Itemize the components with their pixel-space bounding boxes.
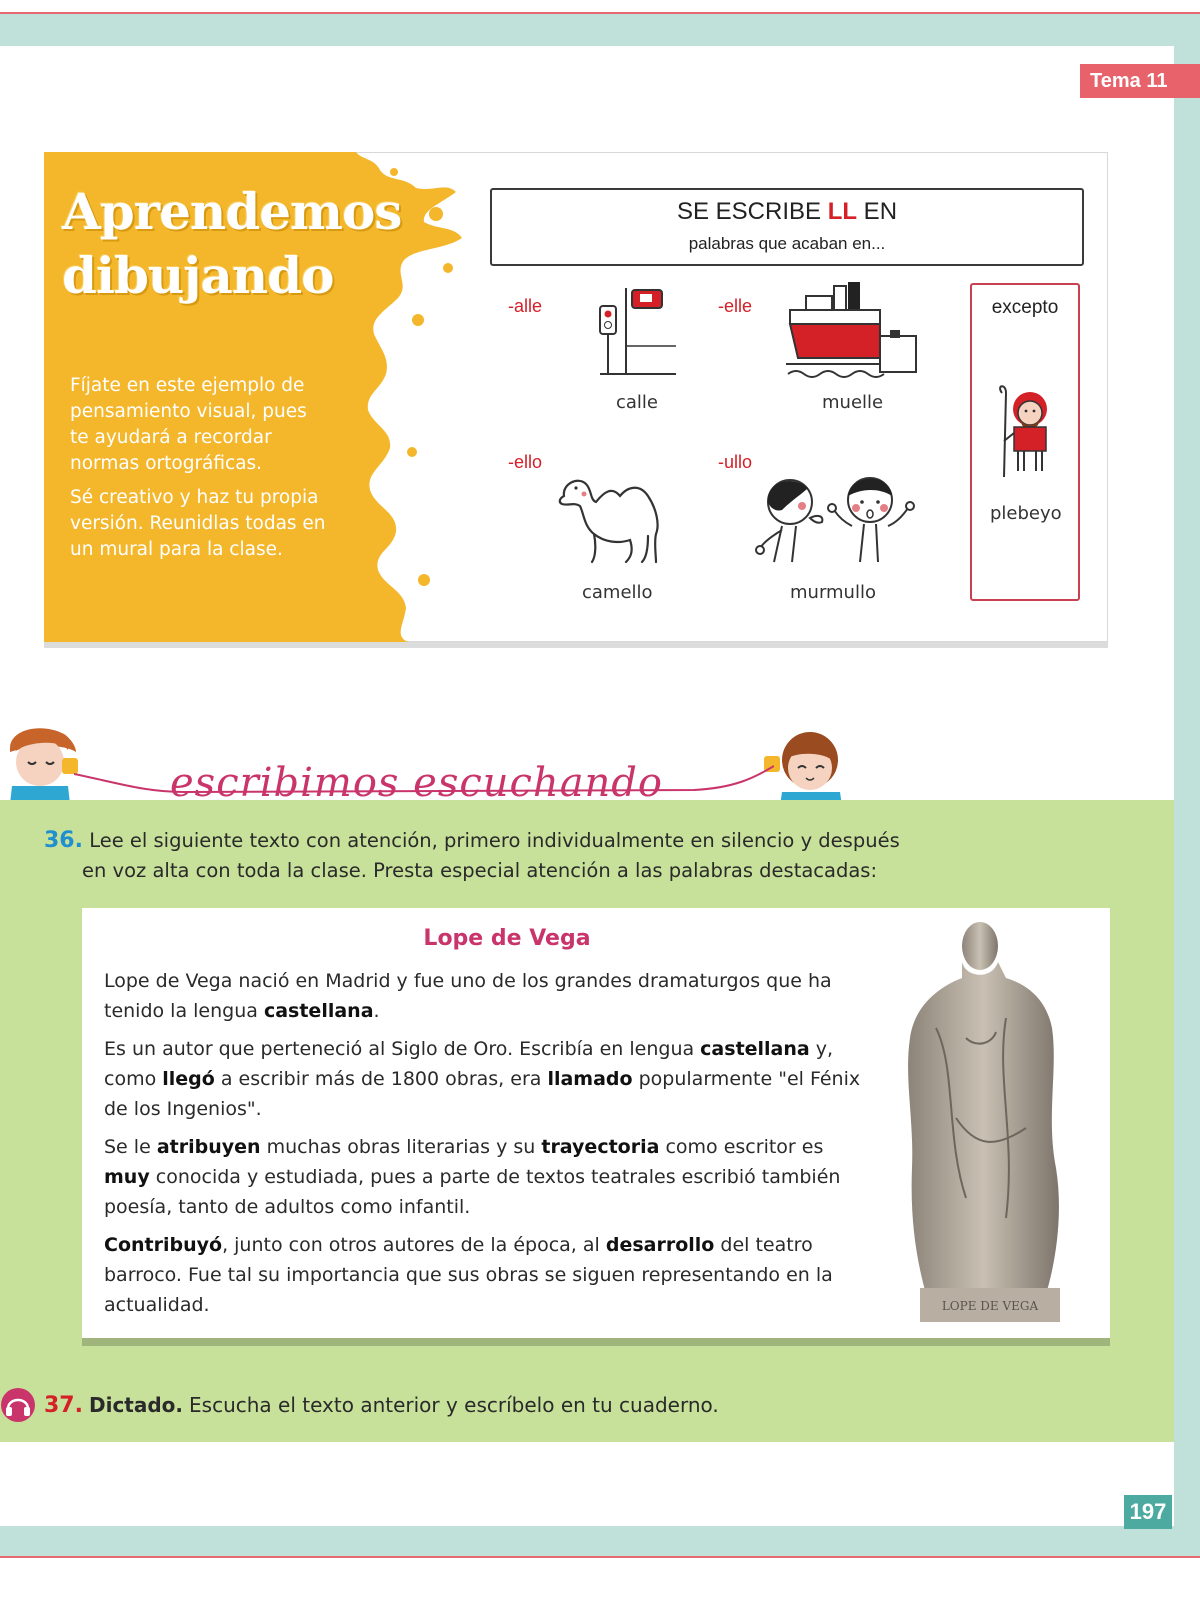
highlighted-word: desarrollo (605, 1234, 715, 1256)
question-36-line-1: Lee el siguiente texto con atención, primero individualmente en silencio y después (89, 829, 900, 852)
word-muelle: muelle (822, 392, 884, 413)
title-line-2: dibujando (62, 246, 334, 305)
bottom-band (0, 1526, 1200, 1556)
rule-heading (492, 198, 1082, 226)
girl-listening-icon (762, 728, 844, 806)
camel-icon (556, 472, 672, 572)
highlighted-word: castellana (263, 1000, 374, 1022)
rule-box (490, 188, 1084, 266)
headphones-icon[interactable] (0, 1387, 36, 1423)
tema-tab: Tema 11 (1080, 64, 1200, 98)
reading-body (104, 966, 864, 1328)
reading-paragraph-2: Es un autor que perteneció al Siglo de Oro. Escribía en lengua castellana y, como llegó a escribir más de 1800 obras, era llamado popularmente "el Fénix de los Ingenios". (104, 1038, 861, 1120)
boy-listening-icon (4, 724, 82, 804)
question-37-text: Escucha el texto anterior y escríbelo en tu cuaderno. (189, 1393, 719, 1417)
except-label: excepto (991, 297, 1059, 318)
suffix-alle: -alle (508, 296, 543, 316)
top-band (0, 14, 1200, 46)
suffix-elle: -elle (718, 296, 753, 316)
word-murmullo: murmullo (790, 582, 876, 603)
highlighted-word: castellana (700, 1038, 810, 1060)
lope-de-vega-statue-image (896, 918, 1076, 1326)
word-calle: calle (616, 392, 659, 413)
highlighted-word: llamado (547, 1068, 633, 1090)
rule-head-ll: LL (827, 198, 858, 225)
highlighted-word: muy (104, 1166, 150, 1188)
question-36 (44, 826, 944, 886)
suffix-ello: -ello (508, 452, 543, 472)
suffix-ullo: -ullo (718, 452, 753, 472)
street-sign-icon (596, 284, 680, 380)
rule-head-post: EN (857, 198, 898, 225)
title-line-1: Aprendemos (62, 182, 402, 241)
question-37-label: Dictado. (88, 1393, 184, 1417)
instructions-paragraph-2: Sé creativo y haz tu propia versión. Reunidlas todas en un mural para la clase. (70, 487, 326, 560)
aprendemos-instructions (70, 373, 330, 571)
question-37-number: 37. (44, 1392, 83, 1418)
word-camello: camello (582, 582, 653, 603)
plebeian-figure-icon (992, 385, 1062, 481)
instructions-paragraph-1: Fíjate en este ejemplo de pensamiento visual, pues te ayudará a recordar normas ortográficas. (70, 375, 307, 474)
reading-title: Lope de Vega (423, 926, 591, 951)
rule-subheading: palabras que acaban en... (688, 234, 886, 253)
rule-head-pre: SE ESCRIBE (676, 198, 828, 225)
aprendemos-title (62, 180, 401, 308)
reading-paragraph-4: Contribuyó, junto con otros autores de la época, al desarrollo del teatro barroco. Fue tal su importancia que sus obras se siguen representando en la actualidad. (104, 1234, 833, 1316)
highlighted-word: trayectoria (541, 1136, 660, 1158)
ship-dock-icon (786, 282, 920, 382)
reading-paragraph-1: Lope de Vega nació en Madrid y fue uno de los grandes dramaturgos que ha tenido la lengua castellana. (104, 970, 832, 1022)
section-title: escribimos escuchando (170, 760, 663, 806)
question-36-line-2: en voz alta con toda la clase. Presta especial atención a las palabras destacadas: (82, 859, 878, 882)
children-whispering-icon (752, 470, 922, 570)
highlighted-word: atribuyen (156, 1136, 261, 1158)
bottom-border-line (0, 1556, 1200, 1558)
highlighted-word: llegó (162, 1068, 215, 1090)
word-plebeyo: plebeyo (990, 503, 1062, 524)
right-band (1174, 46, 1200, 1526)
highlighted-word: Contribuyó (104, 1234, 223, 1256)
statue-inscription: LOPE DE VEGA (941, 1299, 1039, 1313)
page-number: 197 (1124, 1495, 1172, 1529)
question-37 (0, 1388, 719, 1422)
question-36-number: 36. (44, 828, 83, 853)
reading-paragraph-3: Se le atribuyen muchas obras literarias y su trayectoria como escritor es muy conocida y estudiada, pues a parte de textos teatrales escribió también poesía, tanto de adultos como infantil. (104, 1136, 841, 1218)
except-box (970, 283, 1080, 601)
